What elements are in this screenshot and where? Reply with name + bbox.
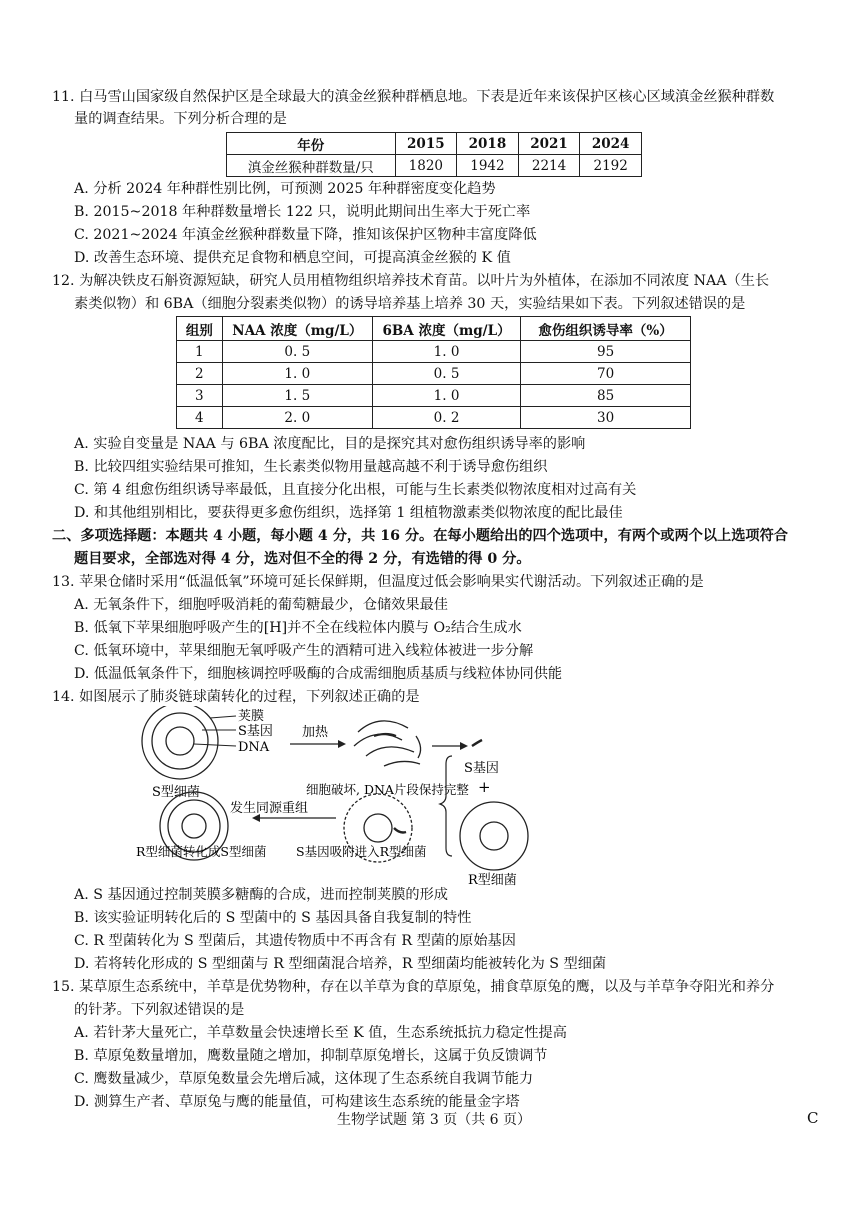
broken-label: 细胞破坏, DNA片段保持完整 [306,782,469,797]
q12-stem-line1: 12. 为解决铁皮石斛资源短缺，研究人员用植物组织培养技术育苗。以叶片为外植体，在添加不同浓度 NAA（生长 [52,273,770,289]
r-to-s-label: R型细菌转化成S型细菌 [136,844,267,859]
bracket [440,756,452,856]
s-cell-capsule-circle [142,706,218,779]
transformed-dna [182,814,206,838]
table-cell: 2 [177,363,223,385]
q11-stem-line2: 量的调查结果。下列分析合理的是 [74,111,287,127]
q11-option-b: B. 2015~2018 年种群数量增长 122 只，说明此期间出生率大于死亡率 [74,204,531,220]
capsule-label: 荚膜 [238,709,265,724]
broken-fragment [358,721,408,732]
table-header-cell: 6BA 浓度（mg/L） [372,317,520,341]
table-row [177,341,691,363]
page-footer: 生物学试题 第 3 页（共 6 页） [336,1112,532,1128]
q15-stem-line2: 的针茅。下列叙述错误的是 [74,1002,245,1018]
table-header-cell: 2021 [518,133,580,155]
recomb-label: 发生同源重组 [230,801,309,816]
broken-fragment [366,747,414,756]
q13-option-b: B. 低氧下苹果细胞呼吸产生的[H]并不全在线粒体内膜与 O₂结合生成水 [74,620,522,636]
q15-option-d: D. 测算生产者、草原兔与鹰的能量值，可构建该生态系统的能量金字塔 [74,1094,520,1110]
table-cell: 1820 [395,155,457,177]
table-cell: 2192 [580,155,642,177]
leader-line [210,716,236,718]
r-cell-label: R型细菌 [468,873,517,886]
s-gene-fragment [394,828,406,833]
table-cell: 1. 5 [222,385,372,407]
section2-heading-line2: 题目要求，全部选对得 4 分，选对但不全的得 2 分，有选错的得 0 分。 [74,551,531,567]
arrow-head [338,740,346,748]
s-gene-right-label: S基因 [464,761,499,776]
transformation-diagram [130,706,690,886]
q15-stem-line1: 15. 某草原生态系统中，羊草是优势物种，存在以羊草为食的草原兔，捕食草原兔的鹰，以及与羊草争夺阳光和养分 [52,979,775,995]
plus-sign: + [478,778,491,796]
table-row [177,317,691,341]
q12-option-d: D. 和其他组别相比，要获得更多愈伤组织，选择第 1 组植物激素类似物浓度的配比最佳 [74,505,623,521]
table-header-cell: 2024 [580,133,642,155]
q15-option-c: C. 鹰数量减少，草原兔数量会先增后减，这体现了生态系统自我调节能力 [74,1071,534,1087]
arrow-head [460,742,468,750]
q11-option-a: A. 分析 2024 年种群性别比例，可预测 2025 年种群密度变化趋势 [74,181,496,197]
table-cell: 1. 0 [372,385,520,407]
q13-stem: 13. 苹果仓储时采用“低温低氧”环境可延长保鲜期，但温度过低会影响果实代谢活动。下列叙述正确的是 [52,574,704,590]
q12-table [176,316,691,429]
table-row [227,155,642,177]
q13-option-d: D. 低温低氧条件下，细胞核调控呼吸酶的合成需细胞质基质与线粒体协同供能 [74,666,563,682]
table-cell: 30 [521,407,691,429]
s-gene-fragment [472,740,482,746]
table-cell: 1. 0 [372,341,520,363]
table-header-cell: NAA 浓度（mg/L） [222,317,372,341]
r-cell-outer-circle [460,802,528,870]
q13-option-c: C. 低氧环境中，苹果细胞无氧呼吸产生的酒精可进入线粒体被进一步分解 [74,643,534,659]
q14-option-b: B. 该实验证明转化后的 S 型菌中的 S 基因具备自我复制的特性 [74,910,472,926]
table-cell: 85 [521,385,691,407]
table-header-cell: 愈伤组织诱导率（%） [521,317,691,341]
table-row [227,133,642,155]
q14-option-c: C. R 型菌转化为 S 型菌后，其遗传物质中不再含有 R 型菌的原始基因 [74,933,516,949]
q12-stem-line2: 素类似物）和 6BA（细胞分裂素类似物）的诱导培养基上培养 30 天，实验结果如下表。下列叙述错误的是 [74,296,746,312]
q11-option-d: D. 改善生态环境、提供充足食物和栖息空间，可提高滇金丝猴的 K 值 [74,250,511,266]
broken-fragment [384,761,420,766]
table-cell: 0. 2 [372,407,520,429]
paper-version-mark: C [807,1109,819,1127]
adsorb-label: S基因吸附进入R型细菌 [296,844,427,859]
table-header-cell: 年份 [227,133,396,155]
table-cell: 1 [177,341,223,363]
table-cell: 4 [177,407,223,429]
q12-option-a: A. 实验自变量是 NAA 与 6BA 浓度配比，目的是探究其对愈伤组织诱导率的影响 [74,436,586,452]
table-cell: 95 [521,341,691,363]
section2-heading-line1: 二、多项选择题：本题共 4 小题，每小题 4 分，共 16 分。在每小题给出的四个选项中，有两个或两个以上选项符合 [52,528,788,544]
q12-option-b: B. 比较四组实验结果可推知，生长素类似物用量越高越不利于诱导愈伤组织 [74,459,548,475]
r-cell-inner-circle [480,822,508,850]
dna-label: DNA [238,740,270,755]
table-cell: 1942 [457,155,519,177]
table-cell: 滇金丝猴种群数量/只 [227,155,396,177]
s-gene-label: S基因 [238,724,273,739]
broken-fragment [416,736,421,758]
table-cell: 3 [177,385,223,407]
table-cell: 1. 0 [222,363,372,385]
leader-line [194,744,236,746]
table-cell: 2214 [518,155,580,177]
r-cell-adsorb-inner [364,814,392,842]
s-cell-membrane-circle [152,713,208,769]
table-cell: 0. 5 [222,341,372,363]
s-cell-dna-circle [166,727,194,755]
s-cell-label: S型细菌 [152,785,200,800]
q13-option-a: A. 无氧条件下，细胞呼吸消耗的葡萄糖最少，仓储效果最佳 [74,597,448,613]
table-cell: 70 [521,363,691,385]
q11-stem-line1: 11. 白马雪山国家级自然保护区是全球最大的滇金丝猴种群栖息地。下表是近年来该保护区核心区域滇金丝猴种群数 [52,89,775,105]
q12-option-c: C. 第 4 组愈伤组织诱导率最低，且直接分化出根，可能与生长素类似物浓度相对过高有关 [74,482,637,498]
table-row [177,385,691,407]
q11-table [226,132,642,177]
q11-option-c: C. 2021~2024 年滇金丝猴种群数量下降，推知该保护区物种丰富度降低 [74,227,537,243]
table-header-cell: 2018 [457,133,519,155]
dna-fragment [374,734,396,736]
q14-option-d: D. 若将转化形成的 S 型细菌与 R 型细菌混合培养，R 型细菌均能被转化为 S 型细菌 [74,956,607,972]
q15-option-a: A. 若针茅大量死亡，羊草数量会快速增长至 K 值，生态系统抵抗力稳定性提高 [74,1025,567,1041]
table-header-cell: 2015 [395,133,457,155]
q14-stem: 14. 如图展示了肺炎链球菌转化的过程，下列叙述正确的是 [52,689,420,705]
heat-label: 加热 [302,725,329,740]
table-row [177,407,691,429]
q14-option-a: A. S 基因通过控制荚膜多糖酶的合成，进而控制荚膜的形成 [74,887,448,903]
table-header-cell: 组别 [177,317,223,341]
table-row [177,363,691,385]
table-cell: 2. 0 [222,407,372,429]
table-cell: 0. 5 [372,363,520,385]
q15-option-b: B. 草原兔数量增加，鹰数量随之增加，抑制草原兔增长，这属于负反馈调节 [74,1048,548,1064]
